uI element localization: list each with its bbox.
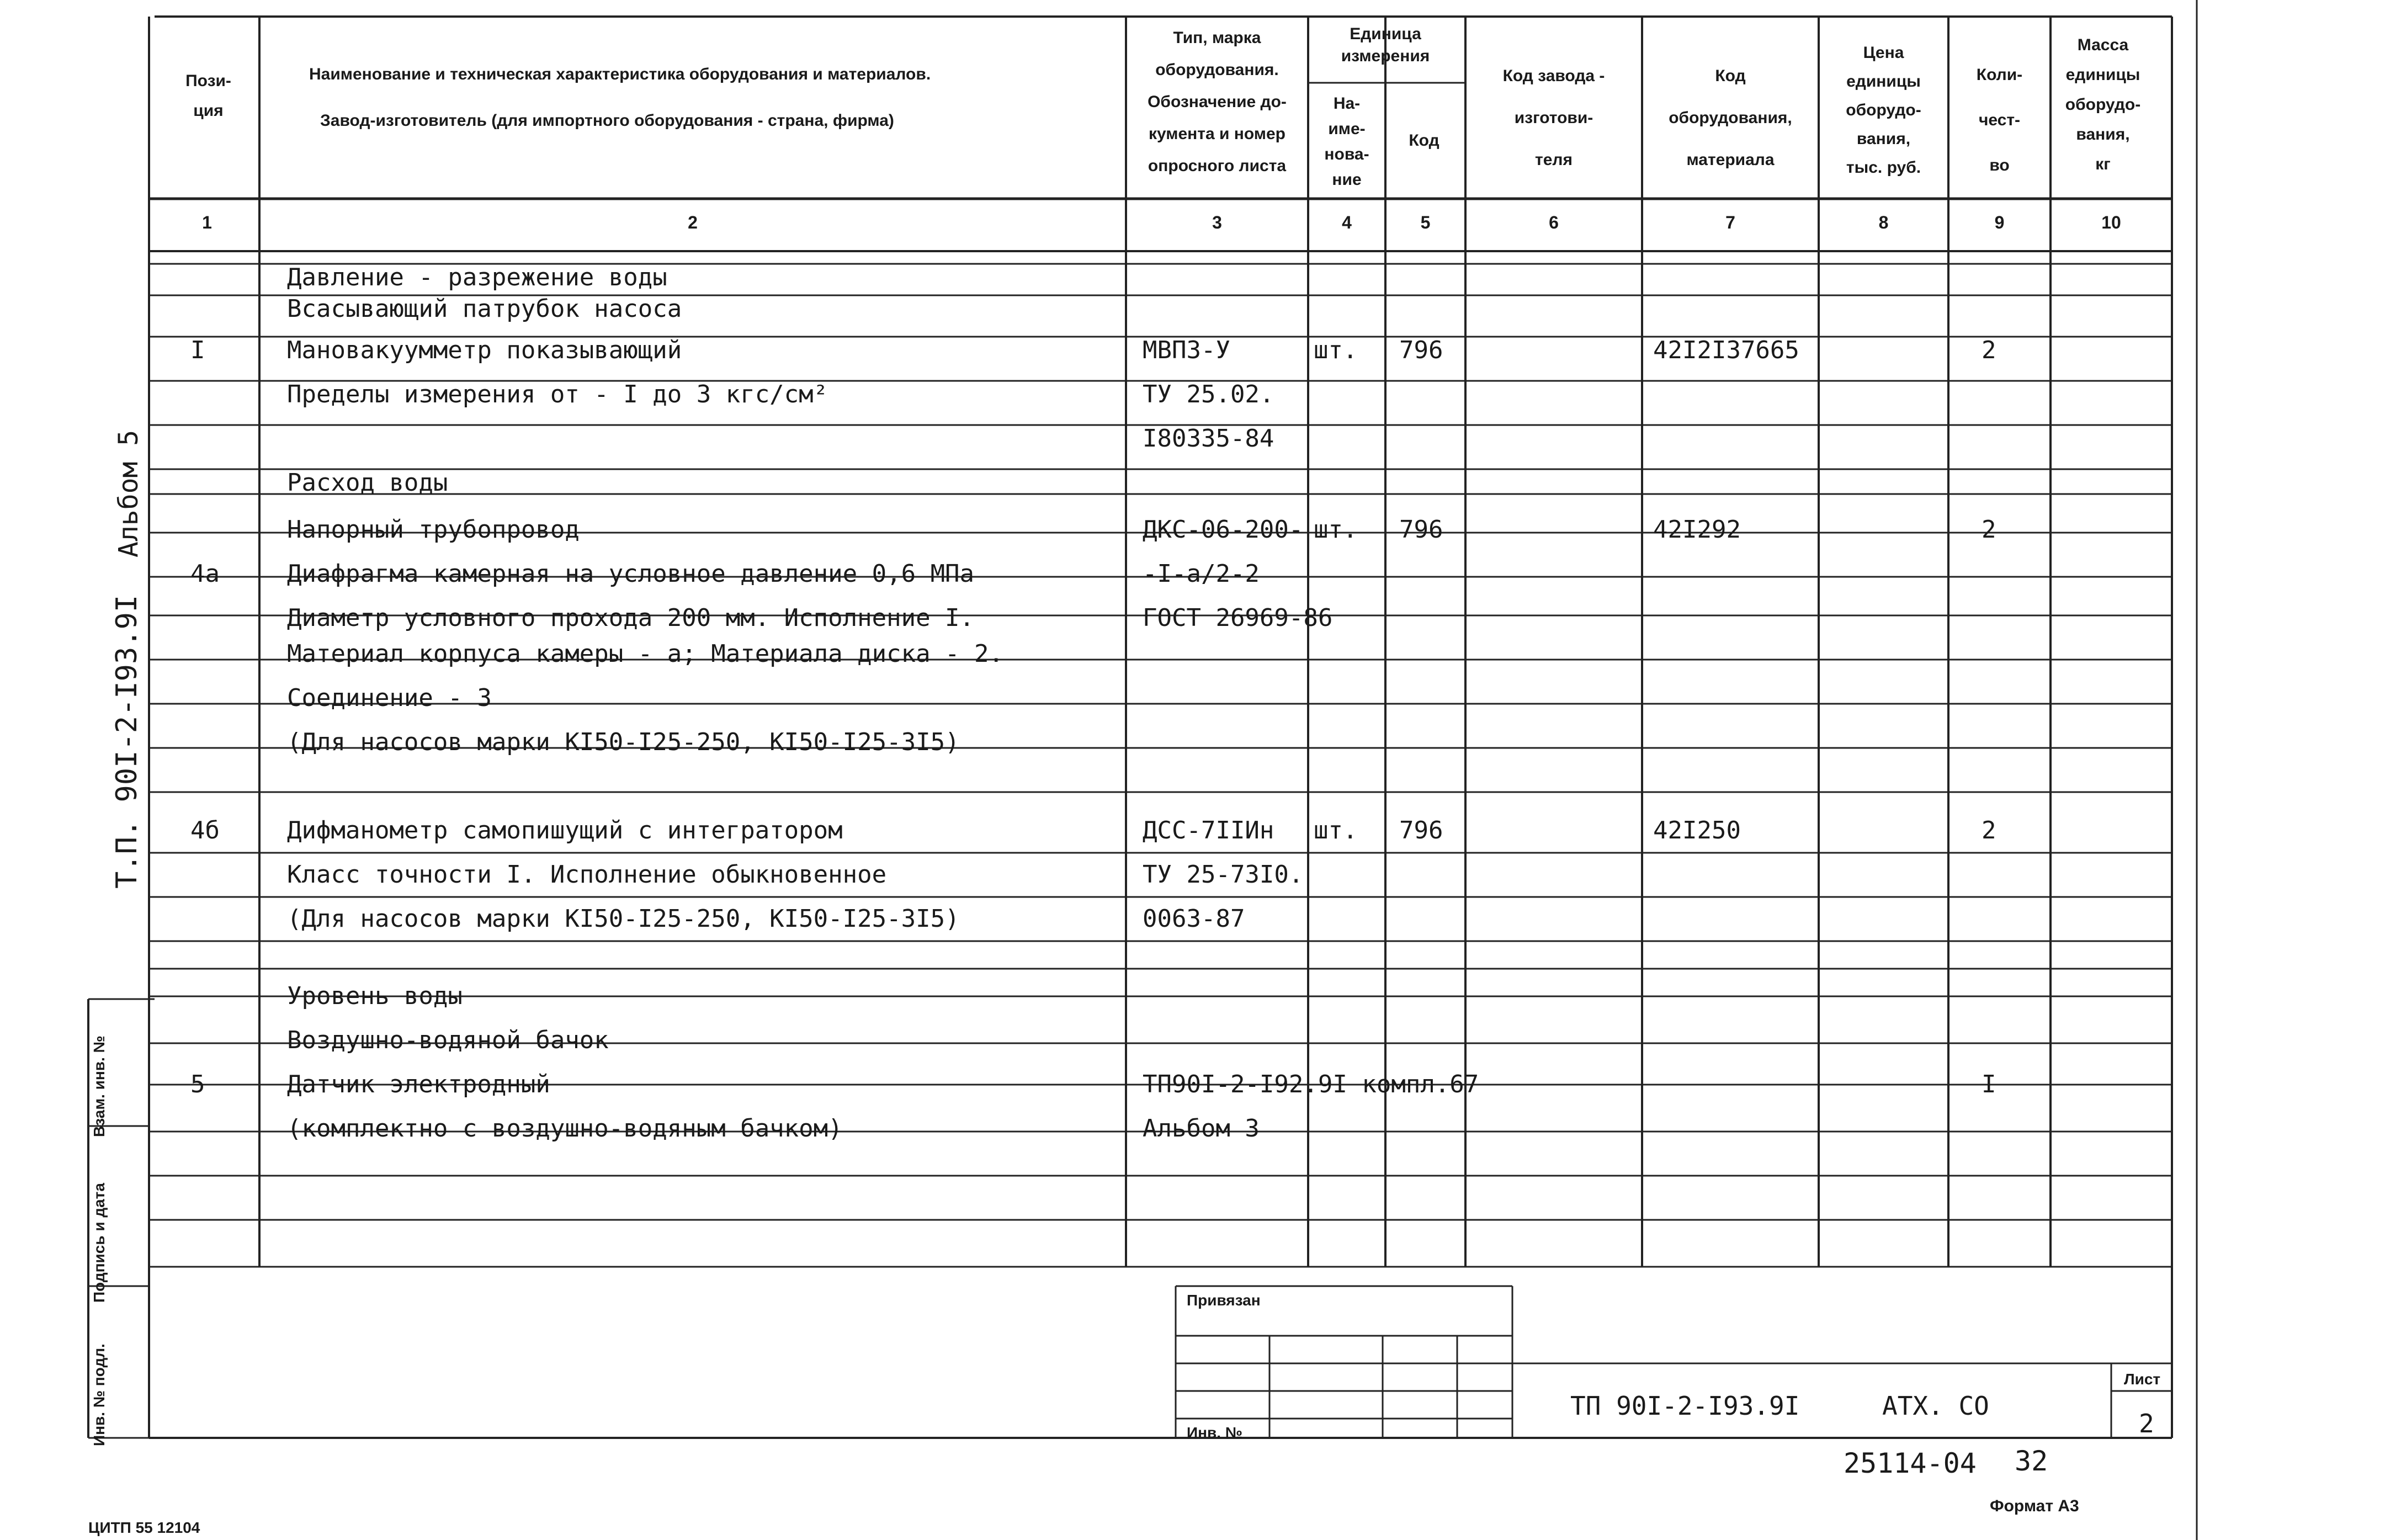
vzam-inv-label: Взам. инв. № <box>91 1035 108 1137</box>
header-name-line2: Завод-изготовитель (для импортного оборудования - страна, фирма) <box>320 111 894 130</box>
row-3-equipment-code: 42I2I37665 <box>1653 336 1799 364</box>
row-15-type: ТУ 25-73I0. <box>1143 861 1304 889</box>
row-14-quantity: 2 <box>1982 816 1996 845</box>
header-factory-code: Код завода - изготови- теля <box>1502 67 1605 169</box>
column-number-6: 6 <box>1549 213 1559 232</box>
row-4-name: Пределы измерения от - I до 3 кгс/см² <box>287 380 828 408</box>
row-18-name: Уровень воды <box>287 982 463 1010</box>
header-unit-name: На- име- нова- ние <box>1324 94 1369 189</box>
column-number-7: 7 <box>1725 213 1735 232</box>
row-14-name: Дифманометр самопишущий с интегратором <box>287 816 843 845</box>
column-number-5: 5 <box>1420 213 1431 232</box>
sheet-number: 2 <box>2139 1409 2154 1438</box>
left-code-label: ЦИТП 55 12104 <box>88 1519 200 1536</box>
row-8-type: -I-а/2-2 <box>1143 560 1260 588</box>
column-number-2: 2 <box>688 213 698 232</box>
album-label: Альбом 5 <box>113 429 144 557</box>
row-8-position: 4а <box>190 560 220 588</box>
row-20-position: 5 <box>190 1070 205 1098</box>
row-11-name: Соединение - 3 <box>287 684 492 712</box>
row-7-equipment-code: 42I292 <box>1653 516 1741 544</box>
row-3-quantity: 2 <box>1982 336 1996 364</box>
row-16-name: (Для насосов марки КI50-I25-250, КI50-I25-3I5) <box>287 905 960 933</box>
row-14-unit-code: 796 <box>1399 816 1443 845</box>
row-10-name: Материал корпуса камеры - а; Материала диска - 2. <box>287 640 1004 668</box>
page-number: 32 <box>2015 1445 2048 1477</box>
row-9-name: Диаметр условного прохода 200 мм. Исполнение I. <box>287 604 975 632</box>
document-mark: АТХ. СО <box>1882 1391 1989 1421</box>
column-number-1: 1 <box>202 213 212 232</box>
sheet-label: Лист <box>2124 1371 2161 1388</box>
column-number-10: 10 <box>2101 213 2121 232</box>
header-position: Пози- ция <box>185 72 231 120</box>
header-quantity: Коли- чест- во <box>1976 66 2023 174</box>
header-mass: Масса единицы оборудо- вания, кг <box>2065 36 2141 173</box>
row-8-name: Диафрагма камерная на условное давление 0,6 МПа <box>287 560 975 588</box>
row-19-name: Воздушно-водяной бачок <box>287 1026 609 1054</box>
row-12-name: (Для насосов марки КI50-I25-250, КI50-I25-3I5) <box>287 728 960 756</box>
column-number-4: 4 <box>1342 213 1352 232</box>
inv-podl-label: Инв. № подл. <box>91 1343 108 1446</box>
row-14-type: ДСС-7IIИн <box>1143 816 1274 845</box>
podpis-data-label: Подпись и дата <box>91 1183 108 1303</box>
row-20-type: ТП90I-2-I92.9I компл.67 <box>1143 1070 1479 1098</box>
row-15-name: Класс точности I. Исполнение обыкновенное <box>287 861 887 889</box>
row-20-name: Датчик электродный <box>287 1070 550 1098</box>
inv-no-label: Инв. № <box>1187 1424 1243 1441</box>
row-4-type: ТУ 25.02. <box>1143 380 1274 408</box>
row-3-position: I <box>190 336 205 364</box>
row-6-name: Расход воды <box>287 469 448 497</box>
row-3-unit-code: 796 <box>1399 336 1443 364</box>
row-3-unit: шт. <box>1314 336 1358 364</box>
format-label: Формат А3 <box>1990 1497 2079 1515</box>
archive-number: 25114-04 <box>1844 1447 1977 1479</box>
header-equipment-code: Код оборудования, материала <box>1669 67 1792 169</box>
row-16-type: 0063-87 <box>1143 905 1245 933</box>
project-label: Т.П. 90I-2-I93.9I <box>110 594 144 889</box>
row-14-unit: шт. <box>1314 816 1358 845</box>
row-14-equipment-code: 42I250 <box>1653 816 1741 845</box>
header-type: Тип, марка оборудования. Обозначение до- кумента и номер опросного листа <box>1148 29 1287 175</box>
row-21-name: (комплектно с воздушно-водяным бачком) <box>287 1114 843 1143</box>
row-9-type: ГОСТ 26969-86 <box>1143 604 1333 632</box>
row-3-name: Мановакуумметр показывающий <box>287 336 682 364</box>
row-21-type: Альбом 3 <box>1143 1114 1260 1143</box>
document-code: ТП 90I-2-I93.9I <box>1570 1391 1800 1421</box>
row-3-type: МВПЗ-У <box>1143 336 1230 364</box>
column-number-3: 3 <box>1212 213 1222 232</box>
header-unit: Единица измерения <box>1341 25 1430 65</box>
row-5-type: I80335-84 <box>1143 424 1274 453</box>
row-7-name: Напорный трубопровод <box>287 516 580 544</box>
row-14-position: 4б <box>190 816 220 845</box>
row-1-name: Давление - разрежение воды <box>287 263 667 291</box>
column-number-9: 9 <box>1994 213 2005 232</box>
row-7-quantity: 2 <box>1982 516 1996 544</box>
row-20-quantity: I <box>1982 1070 1996 1098</box>
row-2-name: Всасывающий патрубок насоса <box>287 295 682 323</box>
row-7-type: ДКС-06-200- <box>1143 516 1304 544</box>
row-7-unit-code: 796 <box>1399 516 1443 544</box>
header-unit-code: Код <box>1409 131 1439 150</box>
header-name-line1: Наименование и техническая характеристика оборудования и материалов. <box>309 65 931 83</box>
row-7-unit: шт. <box>1314 516 1358 544</box>
privyazan-label: Привязан <box>1187 1292 1261 1309</box>
column-number-8: 8 <box>1878 213 1889 232</box>
header-price: Цена единицы оборудо- вания, тыс. руб. <box>1846 44 1921 177</box>
